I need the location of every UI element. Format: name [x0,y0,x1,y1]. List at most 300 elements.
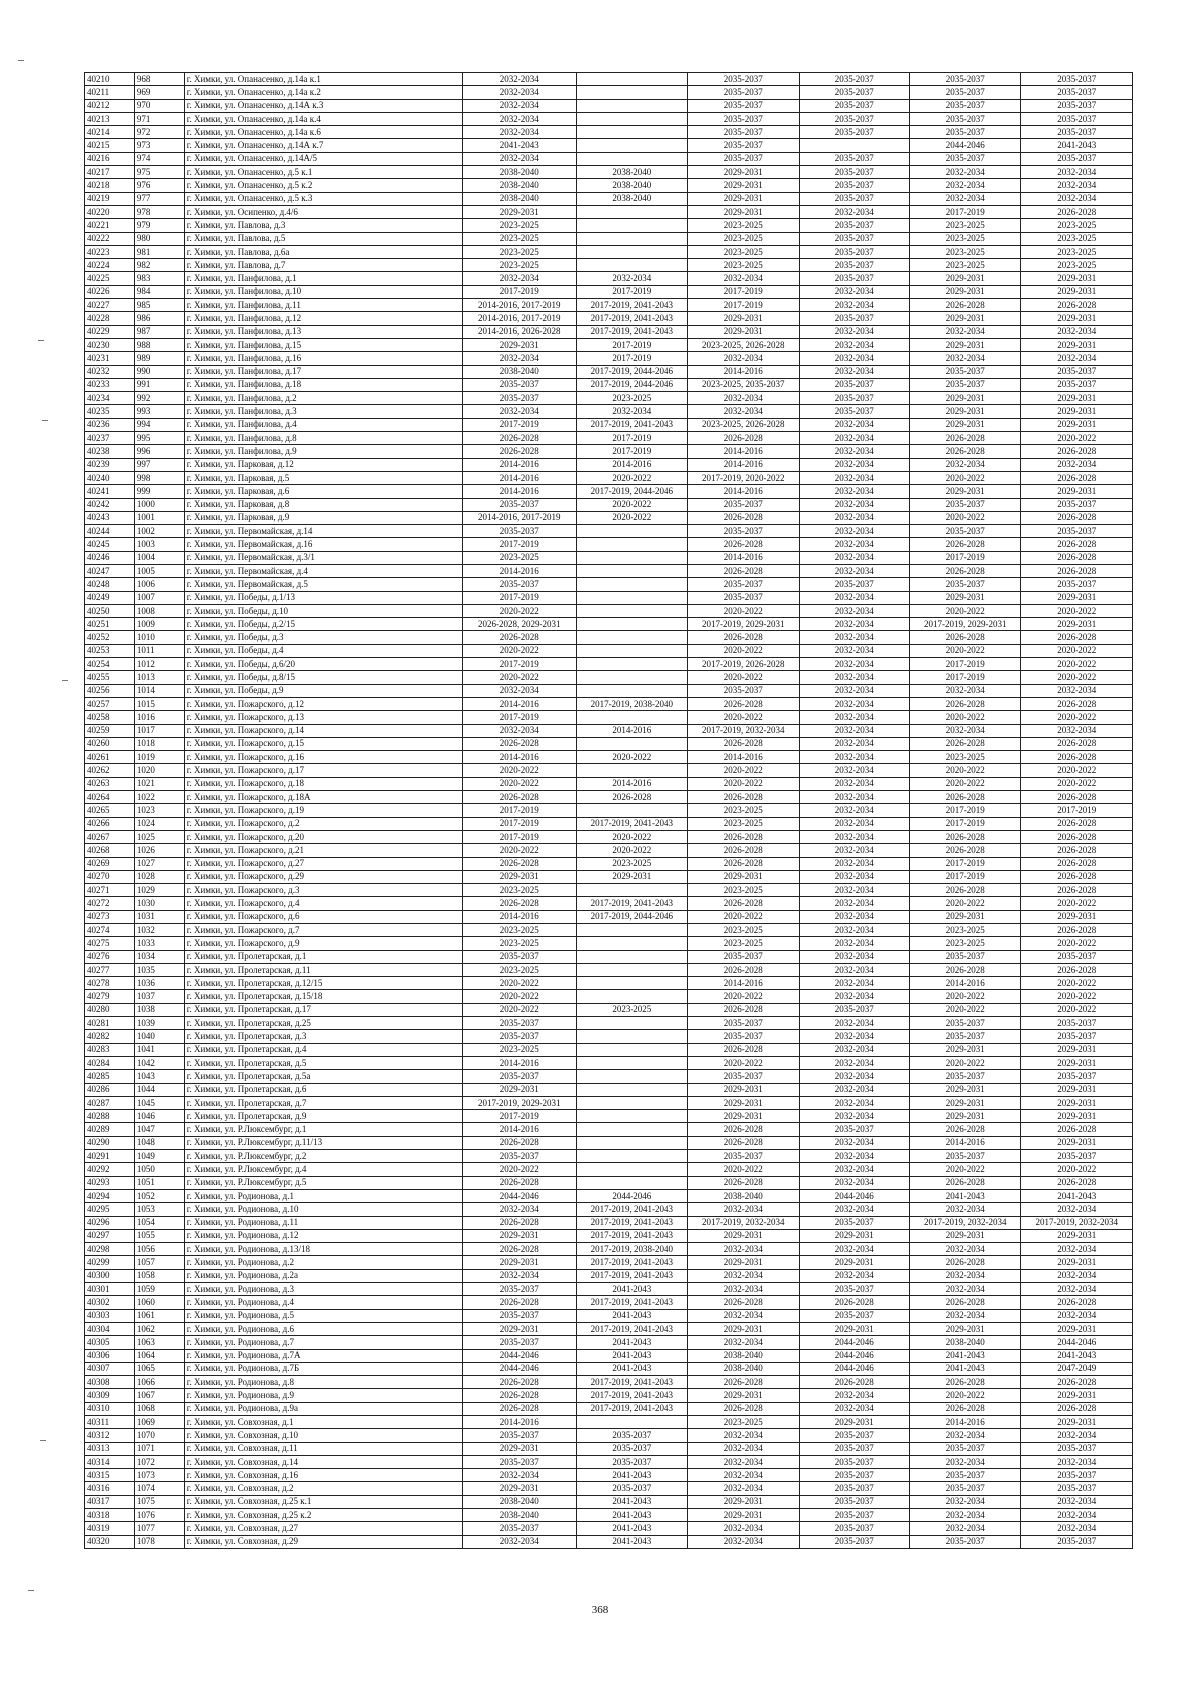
period-5-cell: 2020-2022 [909,1389,1020,1402]
period-5-cell: 2020-2022 [909,777,1020,790]
period-3-cell: 2026-2028 [688,1136,799,1149]
item-number-cell: 1074 [134,1482,184,1495]
period-4-cell: 2032-2034 [799,644,909,657]
address-cell: г. Химки, ул. Панфилова, д.18 [184,378,462,391]
table-row [85,777,1133,790]
address-cell: г. Химки, ул. Пожарского, д.15 [184,737,462,750]
period-5-cell: 2035-2037 [909,1535,1020,1548]
record-id-cell: 40269 [85,857,135,870]
period-4-cell: 2032-2034 [799,711,909,724]
record-id-cell: 40300 [85,1269,135,1282]
period-2-cell [576,764,687,777]
period-6-cell: 2026-2028 [1021,791,1133,804]
period-6-cell: 2026-2028 [1021,511,1133,524]
period-3-cell: 2035-2037 [688,152,799,165]
period-5-cell: 2032-2034 [909,1203,1020,1216]
table-row [85,618,1133,631]
period-1-cell: 2032-2034 [462,73,576,86]
item-number-cell: 1039 [134,1017,184,1030]
period-1-cell: 2020-2022 [462,844,576,857]
period-4-cell: 2035-2037 [799,405,909,418]
period-6-cell: 2020-2022 [1021,990,1133,1003]
period-5-cell: 2032-2034 [909,458,1020,471]
period-3-cell: 2032-2034 [688,1535,799,1548]
address-cell: г. Химки, ул. Пожарского, д.16 [184,751,462,764]
period-6-cell: 2032-2034 [1021,352,1133,365]
table-row [85,192,1133,205]
item-number-cell: 972 [134,126,184,139]
table-row [85,1322,1133,1335]
period-3-cell: 2020-2022 [688,764,799,777]
period-2-cell [576,259,687,272]
period-1-cell: 2035-2037 [462,1309,576,1322]
record-id-cell: 40273 [85,910,135,923]
period-3-cell: 2014-2016 [688,458,799,471]
record-id-cell: 40307 [85,1362,135,1375]
period-2-cell [576,990,687,1003]
scan-mark [28,1590,34,1591]
period-4-cell: 2032-2034 [799,1030,909,1043]
record-id-cell: 40213 [85,112,135,125]
period-1-cell: 2014-2016 [462,751,576,764]
period-6-cell: 2023-2025 [1021,259,1133,272]
period-5-cell: 2035-2037 [909,86,1020,99]
period-3-cell: 2026-2028 [688,857,799,870]
item-number-cell: 989 [134,352,184,365]
period-6-cell: 2035-2037 [1021,112,1133,125]
record-id-cell: 40240 [85,471,135,484]
period-1-cell: 2029-2031 [462,1482,576,1495]
item-number-cell: 1034 [134,950,184,963]
period-4-cell: 2032-2034 [799,924,909,937]
period-4-cell: 2032-2034 [799,338,909,351]
address-cell: г. Химки, ул. Пролетарская, д.25 [184,1017,462,1030]
period-2-cell [576,884,687,897]
table-row [85,445,1133,458]
period-6-cell: 2032-2034 [1021,1243,1133,1256]
table-row [85,1362,1133,1375]
record-id-cell: 40294 [85,1189,135,1202]
period-3-cell: 2026-2028 [688,538,799,551]
item-number-cell: 976 [134,179,184,192]
period-5-cell: 2020-2022 [909,1056,1020,1069]
record-id-cell: 40289 [85,1123,135,1136]
period-5-cell: 2032-2034 [909,1495,1020,1508]
register-table-body [85,73,1133,1549]
address-cell: г. Химки, ул. Пролетарская, д.7 [184,1096,462,1109]
period-6-cell: 2035-2037 [1021,1150,1133,1163]
address-cell: г. Химки, ул. Пролетарская, д.5 [184,1056,462,1069]
table-row [85,1123,1133,1136]
period-5-cell: 2035-2037 [909,1017,1020,1030]
period-3-cell: 2032-2034 [688,1442,799,1455]
period-4-cell: 2032-2034 [799,791,909,804]
record-id-cell: 40301 [85,1283,135,1296]
period-2-cell: 2017-2019 [576,445,687,458]
item-number-cell: 1032 [134,924,184,937]
period-2-cell: 2017-2019, 2041-2043 [576,897,687,910]
record-id-cell: 40304 [85,1322,135,1335]
period-4-cell: 2035-2037 [799,245,909,258]
period-5-cell: 2023-2025 [909,232,1020,245]
item-number-cell: 1022 [134,791,184,804]
table-row [85,112,1133,125]
table-row [85,604,1133,617]
period-1-cell: 2035-2037 [462,1030,576,1043]
record-id-cell: 40230 [85,338,135,351]
table-row [85,418,1133,431]
period-4-cell: 2032-2034 [799,564,909,577]
table-row [85,591,1133,604]
period-6-cell: 2029-2031 [1021,1136,1133,1149]
period-3-cell: 2029-2031 [688,312,799,325]
item-number-cell: 1043 [134,1070,184,1083]
period-2-cell: 2041-2043 [576,1349,687,1362]
table-row [85,857,1133,870]
address-cell: г. Химки, ул. Р.Люксембург, д.4 [184,1163,462,1176]
period-2-cell: 2017-2019, 2041-2043 [576,299,687,312]
period-6-cell: 2029-2031 [1021,485,1133,498]
period-3-cell: 2023-2025 [688,804,799,817]
period-2-cell [576,604,687,617]
table-row [85,551,1133,564]
period-5-cell: 2035-2037 [909,1030,1020,1043]
address-cell: г. Химки, ул. Совхозная, д.14 [184,1455,462,1468]
item-number-cell: 1038 [134,1003,184,1016]
period-3-cell: 2023-2025 [688,817,799,830]
table-row [85,1509,1133,1522]
item-number-cell: 1028 [134,870,184,883]
period-2-cell: 2017-2019, 2041-2043 [576,1269,687,1282]
period-5-cell: 2035-2037 [909,99,1020,112]
record-id-cell: 40287 [85,1096,135,1109]
period-1-cell: 2029-2031 [462,1442,576,1455]
item-number-cell: 992 [134,392,184,405]
period-1-cell: 2020-2022 [462,764,576,777]
period-1-cell: 2023-2025 [462,1043,576,1056]
item-number-cell: 1062 [134,1322,184,1335]
period-2-cell [576,671,687,684]
period-6-cell: 2020-2022 [1021,777,1133,790]
table-row [85,1469,1133,1482]
period-1-cell: 2029-2031 [462,205,576,218]
period-1-cell: 2020-2022 [462,1163,576,1176]
period-1-cell: 2023-2025 [462,924,576,937]
period-2-cell: 2017-2019, 2044-2046 [576,365,687,378]
period-2-cell: 2017-2019, 2044-2046 [576,910,687,923]
period-4-cell: 2044-2046 [799,1189,909,1202]
table-row [85,86,1133,99]
period-3-cell: 2014-2016 [688,445,799,458]
period-5-cell: 2017-2019 [909,857,1020,870]
period-6-cell: 2035-2037 [1021,1482,1133,1495]
period-2-cell: 2017-2019, 2041-2043 [576,1322,687,1335]
address-cell: г. Химки, ул. Р.Люксембург, д.11/13 [184,1136,462,1149]
address-cell: г. Химки, ул. Панфилова, д.4 [184,418,462,431]
record-id-cell: 40242 [85,498,135,511]
address-cell: г. Химки, ул. Парковая, д.8 [184,498,462,511]
period-2-cell: 2020-2022 [576,498,687,511]
period-1-cell: 2026-2028 [462,1243,576,1256]
table-row [85,1203,1133,1216]
period-3-cell: 2017-2019 [688,285,799,298]
table-row [85,1429,1133,1442]
period-3-cell: 2017-2019, 2026-2028 [688,658,799,671]
period-1-cell: 2020-2022 [462,1003,576,1016]
period-3-cell: 2029-2031 [688,325,799,338]
period-4-cell: 2032-2034 [799,897,909,910]
table-row [85,378,1133,391]
record-id-cell: 40214 [85,126,135,139]
item-number-cell: 1003 [134,538,184,551]
address-cell: г. Химки, ул. Родионова, д.13/18 [184,1243,462,1256]
period-2-cell [576,1176,687,1189]
item-number-cell: 969 [134,86,184,99]
period-2-cell [576,1030,687,1043]
period-3-cell: 2029-2031 [688,179,799,192]
period-3-cell: 2020-2022 [688,604,799,617]
period-3-cell: 2026-2028 [688,844,799,857]
address-cell: г. Химки, ул. Р.Люксембург, д.1 [184,1123,462,1136]
period-2-cell [576,658,687,671]
period-3-cell: 2032-2034 [688,1309,799,1322]
period-4-cell: 2032-2034 [799,1389,909,1402]
item-number-cell: 1064 [134,1349,184,1362]
item-number-cell: 1017 [134,724,184,737]
period-3-cell: 2026-2028 [688,511,799,524]
period-5-cell: 2029-2031 [909,1229,1020,1242]
address-cell: г. Химки, ул. Родионова, д.7А [184,1349,462,1362]
table-row [85,1110,1133,1123]
item-number-cell: 968 [134,73,184,86]
address-cell: г. Химки, ул. Родионова, д.3 [184,1283,462,1296]
record-id-cell: 40318 [85,1509,135,1522]
table-row [85,1043,1133,1056]
period-4-cell: 2032-2034 [799,857,909,870]
address-cell: г. Химки, ул. Панфилова, д.17 [184,365,462,378]
period-5-cell: 2023-2025 [909,259,1020,272]
table-row [85,884,1133,897]
period-6-cell: 2029-2031 [1021,1096,1133,1109]
period-4-cell: 2035-2037 [799,578,909,591]
period-1-cell: 2023-2025 [462,232,576,245]
item-number-cell: 1067 [134,1389,184,1402]
period-1-cell: 2026-2028 [462,791,576,804]
period-6-cell: 2029-2031 [1021,1256,1133,1269]
table-row [85,1296,1133,1309]
period-4-cell: 2035-2037 [799,192,909,205]
period-1-cell: 2032-2034 [462,1469,576,1482]
period-2-cell: 2032-2034 [576,405,687,418]
item-number-cell: 977 [134,192,184,205]
item-number-cell: 1020 [134,764,184,777]
address-cell: г. Химки, ул. Пролетарская, д.3 [184,1030,462,1043]
period-5-cell: 2020-2022 [909,711,1020,724]
item-number-cell: 1045 [134,1096,184,1109]
item-number-cell: 1007 [134,591,184,604]
period-3-cell: 2029-2031 [688,205,799,218]
period-3-cell: 2026-2028 [688,737,799,750]
period-1-cell: 2020-2022 [462,604,576,617]
address-cell: г. Химки, ул. Панфилова, д.1 [184,272,462,285]
period-4-cell: 2032-2034 [799,1043,909,1056]
record-id-cell: 40232 [85,365,135,378]
period-3-cell: 2026-2028 [688,1296,799,1309]
period-5-cell: 2023-2025 [909,937,1020,950]
table-row [85,1017,1133,1030]
period-1-cell: 2035-2037 [462,525,576,538]
period-1-cell: 2017-2019 [462,285,576,298]
period-2-cell: 2035-2037 [576,1429,687,1442]
address-cell: г. Химки, ул. Родионова, д.4 [184,1296,462,1309]
period-4-cell: 2032-2034 [799,658,909,671]
period-1-cell: 2035-2037 [462,498,576,511]
item-number-cell: 1065 [134,1362,184,1375]
address-cell: г. Химки, ул. Пожарского, д.4 [184,897,462,910]
period-6-cell: 2041-2043 [1021,1189,1133,1202]
address-cell: г. Химки, ул. Пожарского, д.18 [184,777,462,790]
period-3-cell: 2029-2031 [688,1495,799,1508]
period-5-cell: 2032-2034 [909,179,1020,192]
table-row [85,152,1133,165]
item-number-cell: 1046 [134,1110,184,1123]
address-cell: г. Химки, ул. Победы, д.3 [184,631,462,644]
period-6-cell: 2026-2028 [1021,830,1133,843]
table-row [85,804,1133,817]
period-6-cell: 2035-2037 [1021,99,1133,112]
period-1-cell: 2044-2046 [462,1189,576,1202]
period-1-cell: 2020-2022 [462,977,576,990]
period-1-cell: 2023-2025 [462,245,576,258]
table-row [85,352,1133,365]
record-id-cell: 40224 [85,259,135,272]
period-1-cell: 2038-2040 [462,1495,576,1508]
period-4-cell: 2035-2037 [799,112,909,125]
period-3-cell: 2026-2028 [688,963,799,976]
item-number-cell: 983 [134,272,184,285]
record-id-cell: 40313 [85,1442,135,1455]
record-id-cell: 40259 [85,724,135,737]
address-cell: г. Химки, ул. Парковая, д.9 [184,511,462,524]
period-1-cell: 2029-2031 [462,1256,576,1269]
address-cell: г. Химки, ул. Родионова, д.8 [184,1376,462,1389]
item-number-cell: 997 [134,458,184,471]
period-6-cell: 2020-2022 [1021,671,1133,684]
period-4-cell: 2032-2034 [799,471,909,484]
period-5-cell: 2029-2031 [909,1110,1020,1123]
table-row [85,1522,1133,1535]
period-6-cell: 2047-2049 [1021,1362,1133,1375]
period-1-cell: 2014-2016 [462,471,576,484]
table-row [85,338,1133,351]
item-number-cell: 991 [134,378,184,391]
period-5-cell: 2014-2016 [909,977,1020,990]
table-row [85,737,1133,750]
period-3-cell: 2032-2034 [688,405,799,418]
period-6-cell: 2020-2022 [1021,658,1133,671]
period-3-cell: 2035-2037 [688,139,799,152]
period-6-cell: 2035-2037 [1021,1070,1133,1083]
period-4-cell: 2032-2034 [799,1096,909,1109]
period-1-cell: 2035-2037 [462,378,576,391]
period-6-cell: 2023-2025 [1021,232,1133,245]
period-6-cell: 2035-2037 [1021,73,1133,86]
record-id-cell: 40297 [85,1229,135,1242]
table-row [85,232,1133,245]
item-number-cell: 987 [134,325,184,338]
period-2-cell: 2029-2031 [576,870,687,883]
item-number-cell: 1044 [134,1083,184,1096]
period-6-cell: 2035-2037 [1021,365,1133,378]
table-row [85,219,1133,232]
scan-mark [62,680,68,681]
address-cell: г. Химки, ул. Опанасенко, д.14а к.2 [184,86,462,99]
period-5-cell: 2041-2043 [909,1362,1020,1375]
period-4-cell: 2032-2034 [799,418,909,431]
period-6-cell: 2026-2028 [1021,1296,1133,1309]
period-4-cell: 2035-2037 [799,1522,909,1535]
address-cell: г. Химки, ул. Пролетарская, д.5а [184,1070,462,1083]
record-id-cell: 40244 [85,525,135,538]
record-id-cell: 40217 [85,166,135,179]
period-2-cell: 2020-2022 [576,830,687,843]
period-4-cell: 2035-2037 [799,166,909,179]
record-id-cell: 40222 [85,232,135,245]
period-3-cell: 2026-2028 [688,897,799,910]
item-number-cell: 1033 [134,937,184,950]
period-2-cell: 2023-2025 [576,857,687,870]
period-2-cell [576,804,687,817]
period-3-cell: 2023-2025, 2026-2028 [688,338,799,351]
period-2-cell: 2017-2019, 2041-2043 [576,1229,687,1242]
address-cell: г. Химки, ул. Победы, д.2/15 [184,618,462,631]
item-number-cell: 1008 [134,604,184,617]
period-3-cell: 2014-2016 [688,551,799,564]
address-cell: г. Химки, ул. Пожарского, д.13 [184,711,462,724]
address-cell: г. Химки, ул. Совхозная, д.25 к.1 [184,1495,462,1508]
address-cell: г. Химки, ул. Р.Люксембург, д.2 [184,1150,462,1163]
period-4-cell: 2035-2037 [799,1509,909,1522]
period-6-cell: 2035-2037 [1021,498,1133,511]
period-2-cell: 2041-2043 [576,1509,687,1522]
record-id-cell: 40298 [85,1243,135,1256]
record-id-cell: 40315 [85,1469,135,1482]
record-id-cell: 40246 [85,551,135,564]
period-5-cell: 2020-2022 [909,897,1020,910]
address-cell: г. Химки, ул. Родионова, д.6 [184,1322,462,1335]
period-6-cell: 2026-2028 [1021,751,1133,764]
item-number-cell: 996 [134,445,184,458]
period-5-cell: 2023-2025 [909,751,1020,764]
address-cell: г. Химки, ул. Павлова, д.3 [184,219,462,232]
period-5-cell: 2026-2028 [909,1123,1020,1136]
address-cell: г. Химки, ул. Пролетарская, д.15/18 [184,990,462,1003]
period-5-cell: 2017-2019, 2029-2031 [909,618,1020,631]
period-5-cell: 2026-2028 [909,1376,1020,1389]
period-5-cell: 2017-2019 [909,658,1020,671]
period-3-cell: 2035-2037 [688,1150,799,1163]
period-1-cell: 2032-2034 [462,1269,576,1282]
period-5-cell: 2017-2019 [909,205,1020,218]
period-4-cell: 2032-2034 [799,498,909,511]
period-5-cell: 2029-2031 [909,1043,1020,1056]
period-2-cell [576,232,687,245]
period-2-cell: 2017-2019 [576,285,687,298]
period-2-cell: 2020-2022 [576,511,687,524]
item-number-cell: 1075 [134,1495,184,1508]
period-2-cell: 2017-2019, 2041-2043 [576,1256,687,1269]
table-row [85,1442,1133,1455]
